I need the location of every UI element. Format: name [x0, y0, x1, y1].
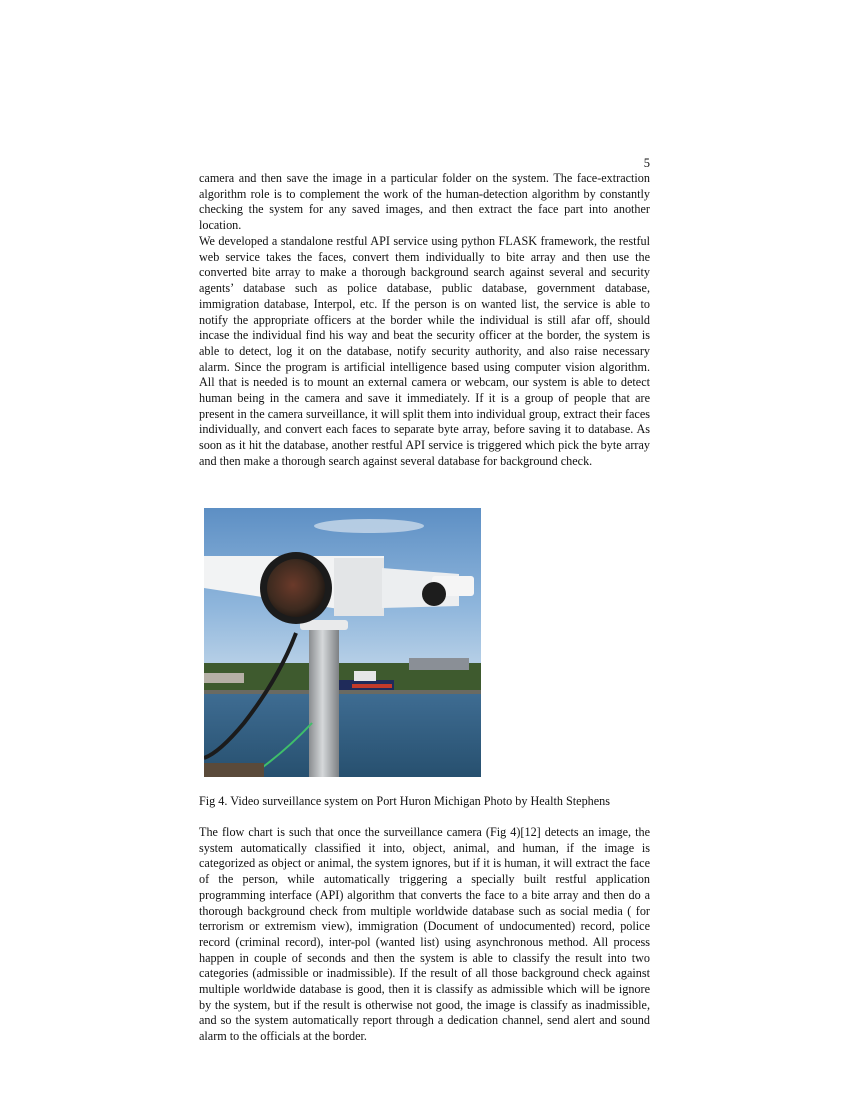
paragraph-api-service: We developed a standalone restful API service using python FLASK framework, the restful web service takes the faces, convert them individually to bite array and then use the converted bite array to make a thorough background search against several and security agents’ database such as police database, public database, government database, immigration database, Interpol, etc. If the person is on wanted list, the service is able to notify the appropriate officers at the border while the individual is still afar off, should incase the individual find his way and beat the security officer at the border, the system is able to detect, log it on the database, notify security authority, and also raise necessary alarm. Since the program is artificial intelligence based using computer vision algorithm. All that is needed is to mount an external camera or webcam, our system is able to detect human being in the camera and save it immediately. If it is a group of people that are present in the camera surveillance, it will split them into individual group, extract their faces individually, and convert each faces to separate byte array, before saving it to database. As soon as it hit the database, another restful API service is triggered which pick the byte array and then make a thorough search against several database for background check.	[199, 234, 650, 468]
paragraph-flow-chart: The flow chart is such that once the surveillance camera (Fig 4)[12] detects an image, the system automatically classified it into, object, animal, and human, if the image is categorized as object or animal, the system ignores, but if it is human, it will extract the face of the person, while automatically triggering a specially built restful application programming interface (API) algorithm that converts the face to a bite array and then do a thorough background check from multiple worldwide database such as social media ( for terrorism or extremism view), immigration (Document of undocumented) record, police record (criminal record), inter-pol (wanted list) using asynchronous method. All process happen in couple of seconds and then the system is able to classify the result into two categories (admissible or inadmissible). If the result of all those background check against multiple worldwide database is good, then it is classify as admissible which will be ignore by the system, but if the result is otherwise not good, the image is classify as inadmissible, and so the system automatically report through a dedication channel, send alert and sound alarm to the officials at the border.	[199, 825, 650, 1044]
page-number: 5	[643, 156, 650, 170]
figure-caption: Fig 4. Video surveillance system on Port Huron Michigan Photo by Health Stephens	[199, 794, 611, 808]
paragraph-intro: camera and then save the image in a particular folder on the system. The face-extraction algorithm role is to complement the work of the human-detection algorithm by constantly checking the system for any saved images, and then extract the face part into another location.	[199, 171, 650, 233]
surveillance-camera-photo	[204, 508, 481, 777]
